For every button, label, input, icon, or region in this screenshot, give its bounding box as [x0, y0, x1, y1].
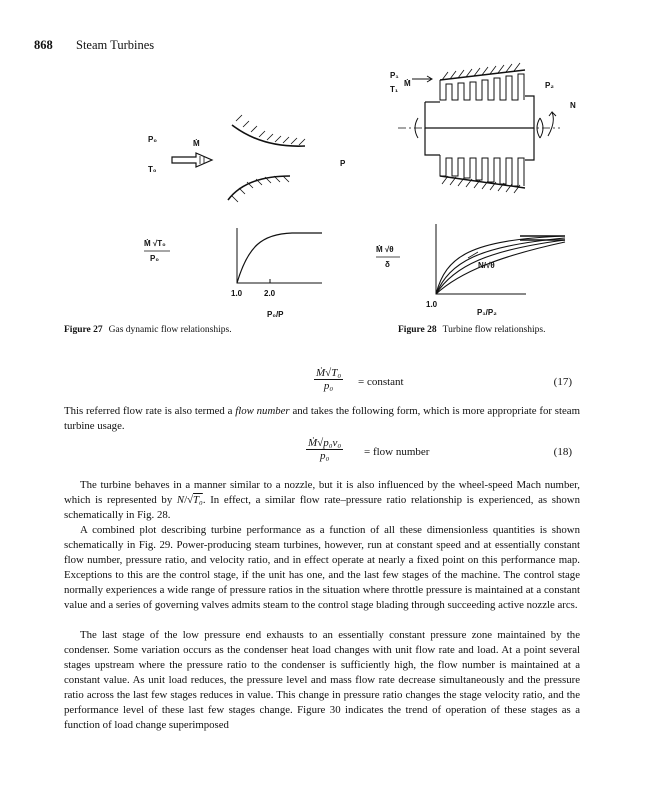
eq17-number: (17) [553, 376, 572, 388]
fig27-y-label-top: Ṁ √T₀ [144, 239, 166, 248]
paragraph-1 [64, 404, 580, 434]
para1-italic-term: flow number [235, 405, 290, 417]
para1-text-b: and takes the following form, which is more appropriate for steam turbine usage. [64, 405, 580, 432]
para2-symbol-n: N [176, 494, 185, 506]
equation-18 [64, 437, 572, 471]
figure-27-caption-text: Gas dynamic flow relationships. [108, 325, 232, 335]
figure-28-graph [436, 224, 565, 294]
eq18-fraction [306, 437, 343, 462]
para2-symbol-t0: T₀ [193, 494, 203, 506]
fig28-label-n: N [570, 101, 576, 110]
paragraph-4: The last stage of the low pressure end exhausts to an essentially constant pressure zone maintained by the condenser. Some variation occurs as the condenser heat load changes with unit flow rate and load. At a point several stages upstream where the pressure ratio to the condenser is sufficiently high, the flow number is maintained at a constant value. As unit load reduces, the pressure level and mass flow rate decrease simultaneously and the pressure ratio across the last few stages reduces in value. This change in pressure ratio changes the stage velocity ratio, and the performance level of these last few stages change. Figure 30 indicates the trend of operation of these stages as a function of load change superimposed [64, 629, 580, 731]
paragraph-2 [64, 478, 580, 523]
running-title: Steam Turbines [76, 38, 155, 52]
para2-symbol-root: /√ [184, 494, 194, 506]
fig28-y-label-top: Ṁ √θ [376, 245, 394, 254]
fig28-label-p1: P₁ [390, 71, 399, 80]
fig28-x-label: P₁/P₂ [477, 308, 497, 317]
eq18-rhs: = flow number [364, 446, 430, 458]
eq17-denominator: p₀ [323, 380, 334, 392]
fig27-y-label-bottom: P₀ [150, 254, 159, 263]
eq18-number: (18) [553, 446, 572, 458]
fig28-label-mdot: Ṁ [404, 79, 411, 88]
fig27-label-mdot: Ṁ [193, 139, 200, 148]
figure-27-caption [64, 325, 232, 335]
figure-27-nozzle [172, 115, 305, 202]
figure-27-graph [237, 228, 322, 283]
eq17-numerator: Ṁ√T₀ [316, 367, 342, 379]
figures-illustration [0, 0, 647, 340]
para2-text-a: The turbine behaves in a manner similar to a nozzle, but it is also influenced by the wheel-speed Mach number, which is represented by [64, 479, 580, 506]
fig27-tick-1: 1.0 [231, 289, 243, 298]
fig27-label-t0: T₀ [148, 165, 157, 174]
equation-17 [64, 367, 572, 399]
fig27-x-label: P₀/P [267, 310, 284, 319]
eq18-denominator: p₀ [319, 450, 330, 462]
figure-27-caption-label: Figure 27 [64, 325, 103, 335]
fig27-label-p: P [340, 159, 346, 168]
figure-28-caption-label: Figure 28 [398, 325, 437, 335]
para2-text-b: . In effect, a similar flow rate–pressure ratio relationship is experienced, as shown schematically in Fig. 28. [64, 494, 580, 521]
para1-text-a: This referred flow rate is also termed a [64, 405, 236, 417]
fig27-tick-2: 2.0 [264, 289, 276, 298]
figure-28-caption-text: Turbine flow relationships. [442, 325, 546, 335]
figure-28-caption [398, 325, 545, 335]
fig28-label-p2: P₂ [545, 81, 554, 90]
fig28-tick-1: 1.0 [426, 300, 438, 309]
fig28-y-label-bottom: δ [385, 260, 390, 269]
eq18-numerator: Ṁ√p₀v₀ [308, 437, 342, 449]
fig27-label-p0: P₀ [148, 135, 157, 144]
figure-28-turbine [398, 63, 560, 193]
fig28-label-t1: T₁ [390, 85, 399, 94]
fig28-curve-label: N/√θ [478, 261, 495, 270]
paragraph-3: A combined plot describing turbine performance as a function of all these dimensionless quantities is shown schematically in Fig. 29. Power-producing steam turbines, however, run at constant speed and at essentially constant flow number, pressure ratio, and velocity ratio, and in effect operate at nearly a fixed point on this performance map. Exceptions to this are the control stage, if the unit has one, and the last few stages of the machine. The control stage normally experiences a wide range of pressure ratios in the situation where throttle pressure is maintained at a constant value and a series of governing valves admits steam to the control stage blading through succeeding active nozzle arcs. [64, 524, 580, 611]
eq17-rhs: = constant [358, 376, 404, 388]
eq17-fraction [314, 367, 343, 392]
page-number: 868 [34, 38, 53, 52]
